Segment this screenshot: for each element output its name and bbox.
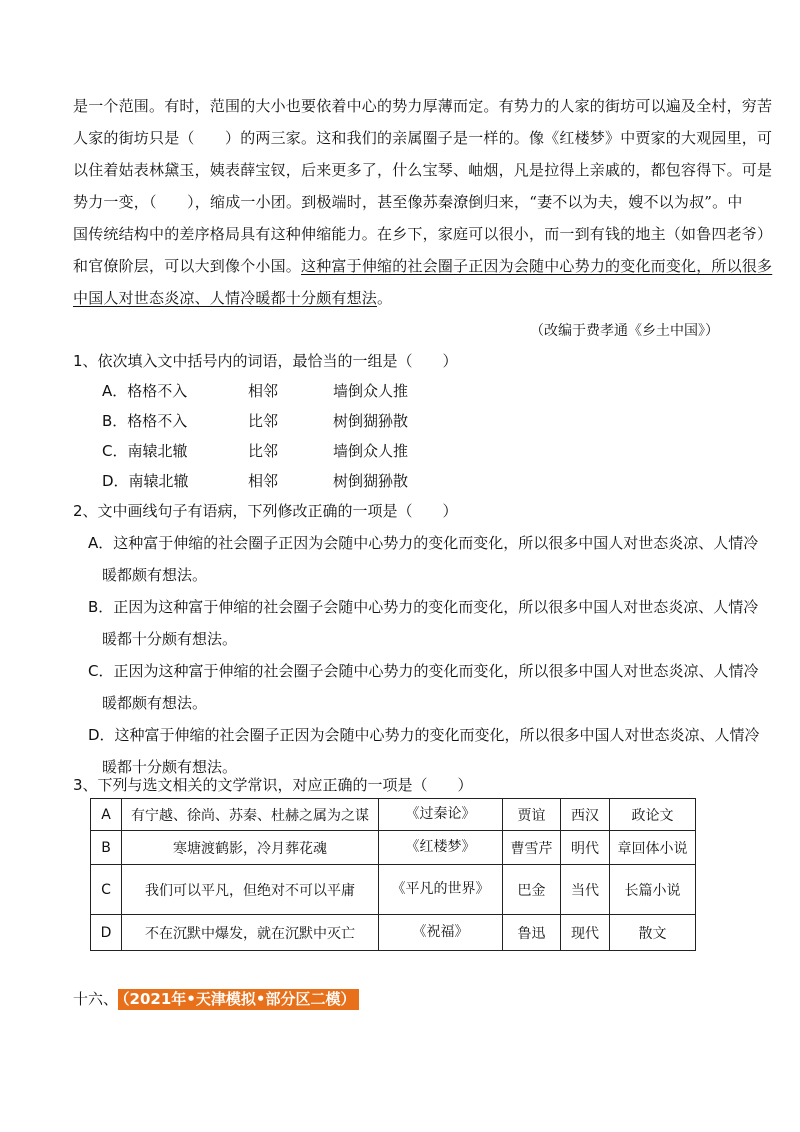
genre-cell: 散文 <box>610 915 696 951</box>
work-cell: 《平凡的世界》 <box>379 865 503 915</box>
row-key: A <box>91 799 122 831</box>
passage-source: （改编于费孝通《乡土中国》） <box>530 323 719 339</box>
era-cell: 现代 <box>561 915 610 951</box>
passage-line-5: 国传统结构中的差序格局具有这种伸缩能力。在乡下，家庭可以很小，而一到有钱的地主（如鲁四老爷） <box>73 225 773 243</box>
section-source-tag: （2021年•天津模拟•部分区二模） <box>118 989 359 1010</box>
quote-cell: 寒塘渡鹤影，冷月葬花魂 <box>122 831 379 865</box>
option-word-3: 墙倒众人推 <box>333 382 409 400</box>
genre-cell: 政论文 <box>610 799 696 831</box>
passage-plain-text: 和官僚阶层，可以大到像个小国。 <box>73 257 302 275</box>
option-word-2: 相邻 <box>248 382 279 400</box>
passage-line-6 <box>73 256 772 276</box>
work-cell: 《过秦论》 <box>379 799 503 831</box>
option-word-3: 树倒猢狲散 <box>333 412 409 430</box>
literature-table <box>90 798 696 951</box>
table-row <box>91 831 696 865</box>
question-2-option-d: D．这种富于伸缩的社会圈子正因为会随中心势力的变化而变化，所以很多中国人对世态炎凉、人情冷 <box>88 726 760 744</box>
author-cell: 曹雪芹 <box>503 831 561 865</box>
era-cell: 西汉 <box>561 799 610 831</box>
row-key: C <box>91 865 122 915</box>
work-cell: 《祝福》 <box>379 915 503 951</box>
work-cell: 《红楼梦》 <box>379 831 503 865</box>
option-word-3: 墙倒众人推 <box>333 442 409 460</box>
option-word-2: 相邻 <box>248 472 279 490</box>
question-2-option-b-cont: 暖都十分颇有想法。 <box>102 630 238 648</box>
table-row <box>91 865 696 915</box>
underlined-sentence-part-2: 中国人对世态炎凉、人情冷暖都十分颇有想法 <box>73 289 378 307</box>
passage-period: 。 <box>377 289 393 307</box>
passage-line-2: 人家的街坊只是（ ）的两三家。这和我们的亲属圈子是一样的。像《红楼梦》中贾家的大观园里，可 <box>73 129 773 147</box>
question-2-stem: 2、文中画线句子有语病，下列修改正确的一项是（ ） <box>73 502 458 520</box>
question-2-option-c: C．正因为这种富于伸缩的社会圈子会随中心势力的变化而变化，所以很多中国人对世态炎凉、人情冷 <box>88 662 759 680</box>
question-2-option-d-cont: 暖都十分颇有想法。 <box>102 758 238 776</box>
option-word-2: 比邻 <box>248 412 279 430</box>
question-2-option-c-cont: 暖都颇有想法。 <box>102 694 208 712</box>
passage-line-1: 是一个范围。有时，范围的大小也要依着中心的势力厚薄而定。有势力的人家的街坊可以遍及全村，穷苦 <box>73 97 773 115</box>
question-2-option-a: A．这种富于伸缩的社会圈子正因为会随中心势力的变化而变化，所以很多中国人对世态炎凉、人情冷 <box>88 534 759 552</box>
passage-line-4: 势力一变，（ ），缩成一小团。到极端时，甚至像苏秦潦倒归来，“妻不以为夫，嫂不以为叔”。中 <box>73 193 743 211</box>
passage-line-3: 以住着姑表林黛玉，姨表薛宝钗，后来更多了，什么宝琴、岫烟，凡是拉得上亲戚的，都包容得下。可是 <box>73 161 773 179</box>
genre-cell: 长篇小说 <box>610 865 696 915</box>
quote-cell: 不在沉默中爆发，就在沉默中灭亡 <box>122 915 379 951</box>
question-2-option-a-cont: 暖都颇有想法。 <box>102 566 208 584</box>
era-cell: 明代 <box>561 831 610 865</box>
row-key: B <box>91 831 122 865</box>
quote-cell: 我们可以平凡，但绝对不可以平庸 <box>122 865 379 915</box>
quote-cell: 有宁越、徐尚、苏秦、杜赫之属为之谋 <box>122 799 379 831</box>
era-cell: 当代 <box>561 865 610 915</box>
question-2-option-b: B．正因为这种富于伸缩的社会圈子会随中心势力的变化而变化，所以很多中国人对世态炎凉、人情冷 <box>88 598 759 616</box>
option-word-3: 树倒猢狲散 <box>333 472 409 490</box>
underlined-sentence-part-1: 这种富于伸缩的社会圈子正因为会随中心势力的变化而变化，所以很多 <box>301 257 773 275</box>
question-1-stem: 1、依次填入文中括号内的词语，最恰当的一组是（ ） <box>73 352 458 370</box>
option-label: D．南辕北辙 <box>102 472 189 490</box>
row-key: D <box>91 915 122 951</box>
section-heading <box>73 988 359 1010</box>
option-label: B．格格不入 <box>102 412 188 430</box>
genre-cell: 章回体小说 <box>610 831 696 865</box>
option-label: A．格格不入 <box>102 382 188 400</box>
table-row <box>91 799 696 831</box>
author-cell: 鲁迅 <box>503 915 561 951</box>
option-word-2: 比邻 <box>248 442 279 460</box>
question-3-stem: 3、下列与选文相关的文学常识，对应正确的一项是（ ） <box>73 776 473 794</box>
author-cell: 贾谊 <box>503 799 561 831</box>
table-row <box>91 915 696 951</box>
passage-line-7 <box>73 288 392 308</box>
section-number: 十六、 <box>73 990 119 1008</box>
author-cell: 巴金 <box>503 865 561 915</box>
option-label: C．南辕北辙 <box>102 442 188 460</box>
